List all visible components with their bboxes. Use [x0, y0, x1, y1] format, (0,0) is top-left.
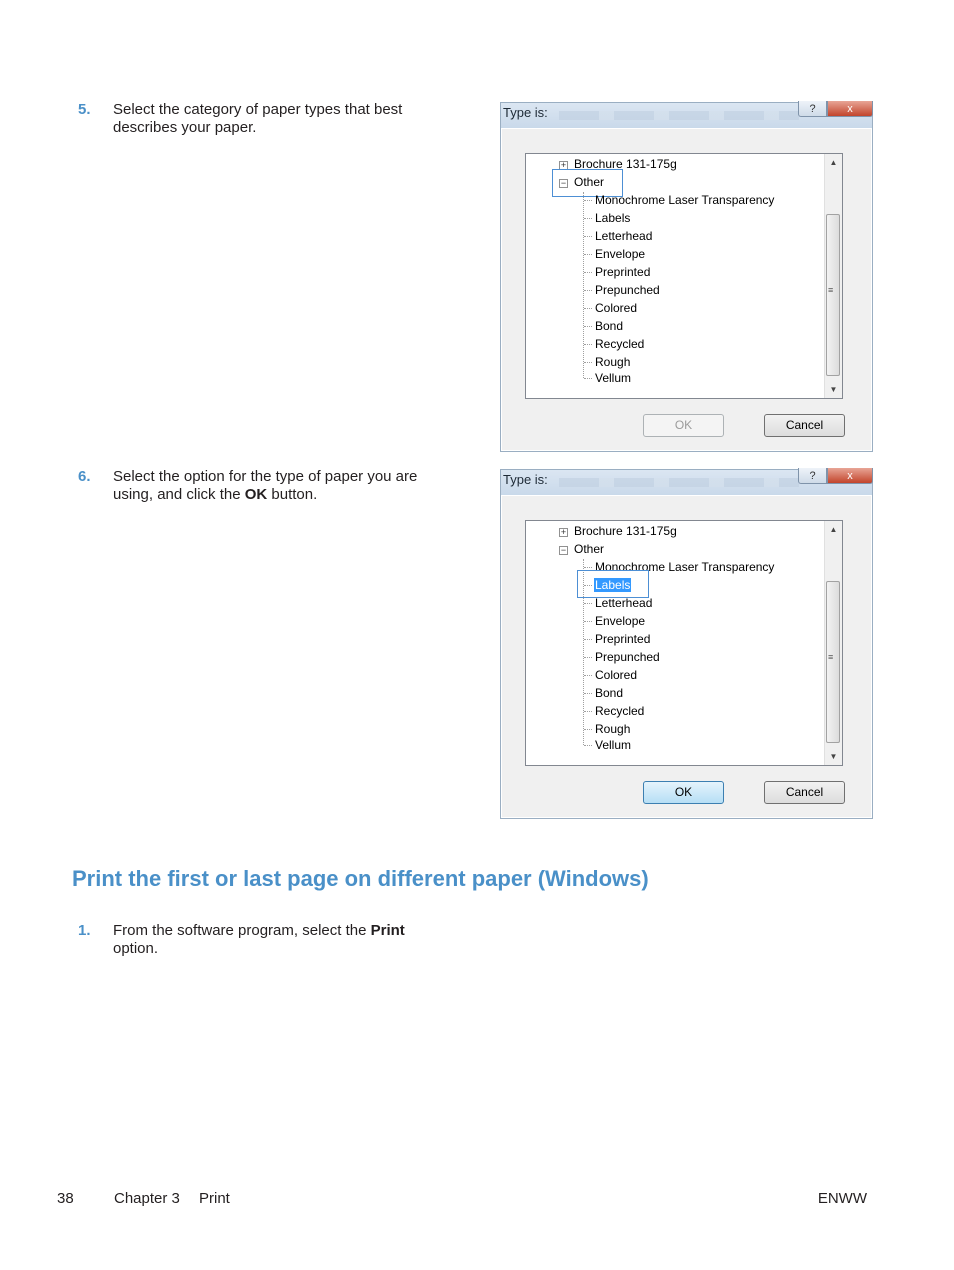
step-text [113, 922, 443, 958]
vertical-scrollbar[interactable] [824, 154, 842, 398]
focus-rectangle [577, 570, 649, 598]
paper-type-tree[interactable] [525, 520, 843, 766]
tree-item-child[interactable]: Preprinted [595, 632, 651, 646]
footer-chapter-title: Print [199, 1190, 230, 1207]
tree-item-child[interactable]: Monochrome Laser Transparency [595, 193, 775, 207]
selected-label: Labels [595, 578, 631, 592]
tree-item-child[interactable]: Letterhead [595, 596, 653, 610]
tree-connector [584, 326, 592, 327]
paper-type-tree[interactable] [525, 153, 843, 399]
tree-item-child[interactable]: Colored [595, 668, 638, 682]
tree-connector [584, 308, 592, 309]
tree-connector [584, 362, 592, 363]
tree-item-child[interactable]: Vellum [595, 738, 632, 752]
dialog-title: Type is: [503, 105, 548, 120]
page-number: 38 [57, 1190, 74, 1207]
tree-item-other[interactable]: Other [574, 175, 605, 189]
tree-item-child[interactable]: Recycled [595, 337, 645, 351]
tree-connector [584, 378, 592, 379]
paper-type-dialog-1 [500, 102, 873, 452]
scroll-down-icon[interactable]: ▼ [829, 385, 838, 394]
tree-item-child[interactable]: Prepunched [595, 283, 660, 297]
scroll-up-icon[interactable]: ▲ [829, 158, 838, 167]
help-button[interactable]: ? [798, 101, 827, 117]
tree-item-child[interactable]: Vellum [595, 371, 632, 385]
expand-icon[interactable]: + [560, 527, 567, 537]
scroll-thumb[interactable] [826, 581, 840, 743]
help-button[interactable]: ? [798, 468, 827, 484]
step-text-part: Select the option for the type of paper you are using, and click the [113, 468, 418, 503]
expand-icon[interactable]: + [560, 160, 567, 170]
step-text-part: button. [267, 486, 318, 503]
tree-item-child[interactable]: Monochrome Laser Transparency [595, 560, 775, 574]
tree-connector [584, 711, 592, 712]
tree-item-child[interactable]: Prepunched [595, 650, 660, 664]
collapse-icon[interactable]: − [560, 178, 567, 188]
step-text-part: From the software program, select the [113, 922, 371, 939]
tree-item-child[interactable]: Labels [595, 211, 631, 225]
step-number: 6. [78, 468, 91, 485]
step-text-bold: Print [370, 922, 405, 939]
tree-item-brochure[interactable]: Brochure 131-175g [574, 524, 677, 538]
tree-item-child[interactable]: Envelope [595, 247, 646, 261]
tree-item-child[interactable]: Rough [595, 722, 631, 736]
tree-connector [584, 693, 592, 694]
collapse-icon[interactable]: − [560, 545, 567, 555]
ok-button[interactable]: OK [643, 414, 724, 437]
footer-right: ENWW [817, 1190, 867, 1207]
ok-button[interactable]: OK [643, 781, 724, 804]
step-text: Select the category of paper types that best describes your paper. [113, 101, 403, 136]
tree-item-child[interactable]: Rough [595, 355, 631, 369]
tree-item-child[interactable]: Preprinted [595, 265, 651, 279]
tree-connector [584, 236, 592, 237]
tree-connector [584, 254, 592, 255]
cancel-button[interactable]: Cancel [764, 781, 845, 804]
grip-icon: ≡ [828, 652, 834, 662]
tree-connector [584, 200, 592, 201]
step-text-bold: OK [244, 486, 268, 503]
tree-connector [584, 218, 592, 219]
step-text-part: option. [113, 940, 159, 957]
footer-chapter: Chapter 3 [114, 1190, 180, 1207]
tree-connector [584, 639, 592, 640]
paper-type-dialog-2 [500, 469, 873, 819]
tree-connector [584, 675, 592, 676]
tree-connector [584, 603, 592, 604]
dialog-titlebar [501, 103, 872, 128]
dialog-body [501, 128, 872, 451]
dialog-title: Type is: [503, 472, 548, 487]
cancel-button[interactable]: Cancel [764, 414, 845, 437]
close-button[interactable]: x [827, 468, 873, 484]
tree-item-child[interactable]: Envelope [595, 614, 646, 628]
vertical-scrollbar[interactable] [824, 521, 842, 765]
tree-item-child[interactable]: Bond [595, 686, 624, 700]
scroll-thumb[interactable] [826, 214, 840, 376]
tree-connector [584, 290, 592, 291]
step-text [113, 468, 443, 504]
tree-connector [584, 567, 592, 568]
tree-connector [584, 657, 592, 658]
tree-item-other[interactable]: Other [574, 542, 605, 556]
scroll-down-icon[interactable]: ▼ [829, 752, 838, 761]
titlebar-blurred-text [559, 478, 799, 487]
tree-connector [584, 344, 592, 345]
step-number: 1. [78, 922, 91, 939]
tree-item-child[interactable]: Bond [595, 319, 624, 333]
tree-connector [584, 745, 592, 746]
tree-item-child[interactable]: Recycled [595, 704, 645, 718]
tree-connector [583, 192, 584, 378]
tree-connector [584, 272, 592, 273]
dialog-body [501, 495, 872, 818]
tree-item-brochure[interactable]: Brochure 131-175g [574, 157, 677, 171]
close-button[interactable]: x [827, 101, 873, 117]
dialog-titlebar [501, 470, 872, 495]
scroll-up-icon[interactable]: ▲ [829, 525, 838, 534]
tree-connector [584, 621, 592, 622]
tree-item-child[interactable]: Letterhead [595, 229, 653, 243]
tree-item-child[interactable]: Colored [595, 301, 638, 315]
section-heading: Print the first or last page on different paper (Windows) [72, 866, 649, 891]
tree-connector [584, 729, 592, 730]
grip-icon: ≡ [828, 285, 834, 295]
step-number: 5. [78, 101, 91, 118]
titlebar-blurred-text [559, 111, 799, 120]
